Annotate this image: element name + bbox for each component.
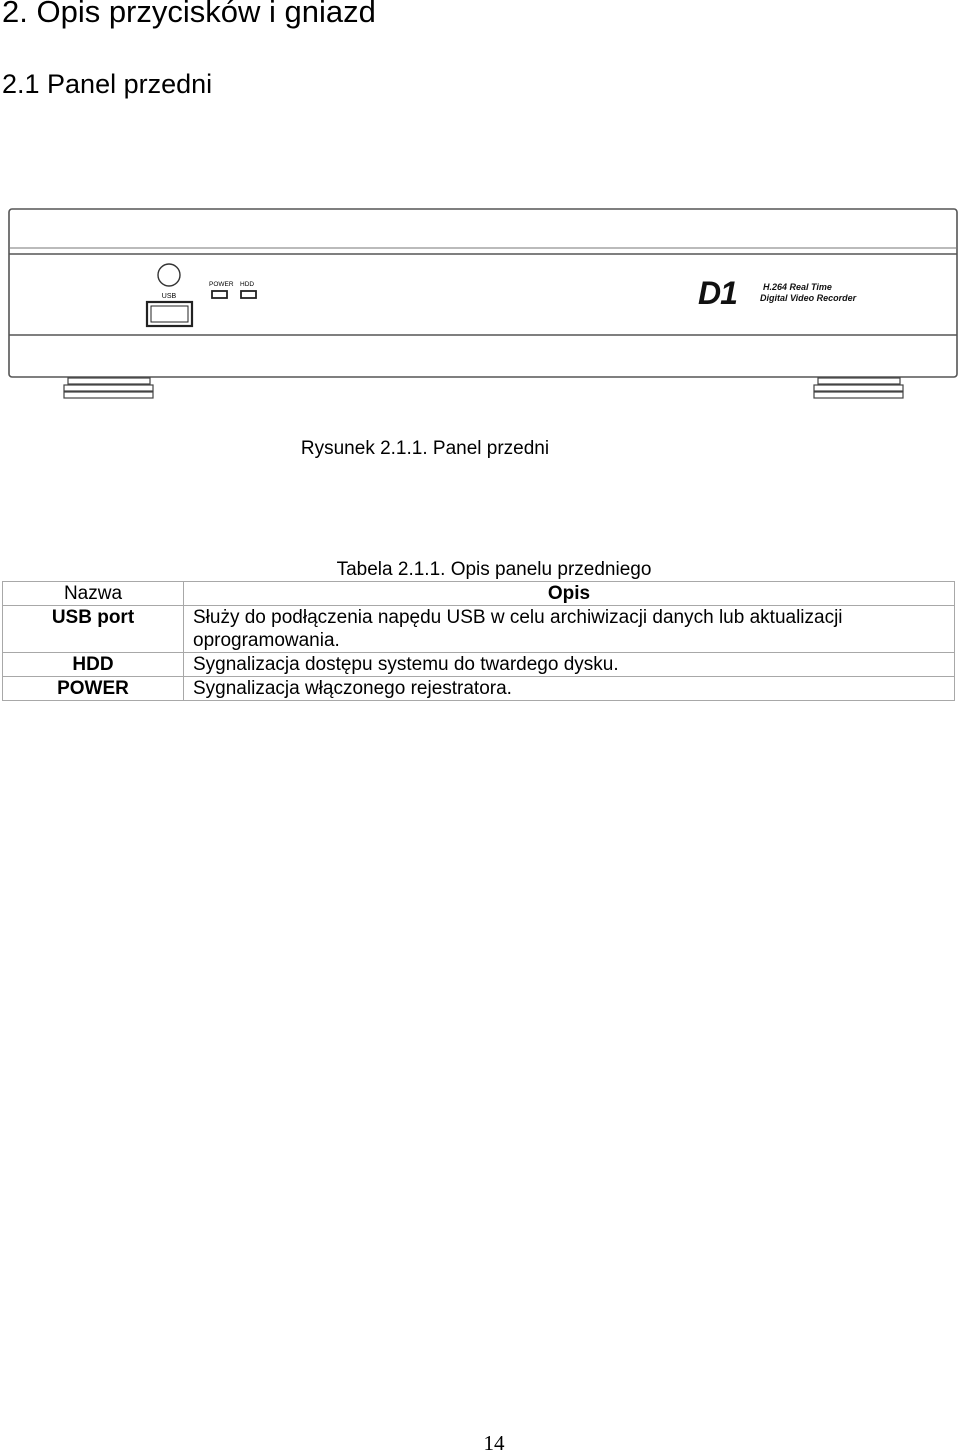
left-foot [64, 378, 153, 398]
description-table [2, 581, 955, 701]
hdd-label: HDD [240, 281, 255, 288]
table-caption: Tabela 2.1.1. Opis panelu przedniego [336, 559, 652, 580]
row-desc [184, 606, 955, 653]
table-header-row [3, 582, 955, 606]
section-heading: 2. Opis przycisków i gniazd [2, 0, 376, 29]
row-name: POWER [3, 677, 184, 701]
power-led-icon [212, 291, 227, 298]
row-name: USB port [3, 606, 184, 653]
usb-label: USB [161, 293, 177, 300]
logo-line1: H.264 Real Time [763, 282, 832, 292]
header-opis: Opis [184, 582, 955, 606]
right-foot [814, 378, 903, 398]
usb-port-inner [151, 306, 188, 322]
dvr-front-panel-drawing [0, 205, 960, 410]
row-name: HDD [3, 653, 184, 677]
row-desc-line1: Służy do podłączenia napędu USB w celu archiwizacji danych lub aktualizacji [193, 607, 843, 628]
front-panel-figure [0, 205, 960, 410]
table-row [3, 653, 955, 677]
table-row [3, 677, 955, 701]
logo-line2: Digital Video Recorder [760, 293, 857, 303]
figure-caption: Rysunek 2.1.1. Panel przedni [300, 438, 550, 459]
hdd-led-icon [241, 291, 256, 298]
power-label: POWER [209, 281, 234, 288]
row-desc: Sygnalizacja włączonego rejestratora. [184, 677, 955, 701]
row-desc-line2: oprogramowania. [193, 630, 340, 651]
usb-button-icon [158, 264, 180, 286]
page-number: 14 [483, 1431, 505, 1455]
header-nazwa: Nazwa [3, 582, 184, 606]
d1-logo: D1 [698, 275, 737, 311]
table-row [3, 606, 955, 653]
subsection-heading: 2.1 Panel przedni [2, 69, 213, 99]
row-desc: Sygnalizacja dostępu systemu do twardego dysku. [184, 653, 955, 677]
